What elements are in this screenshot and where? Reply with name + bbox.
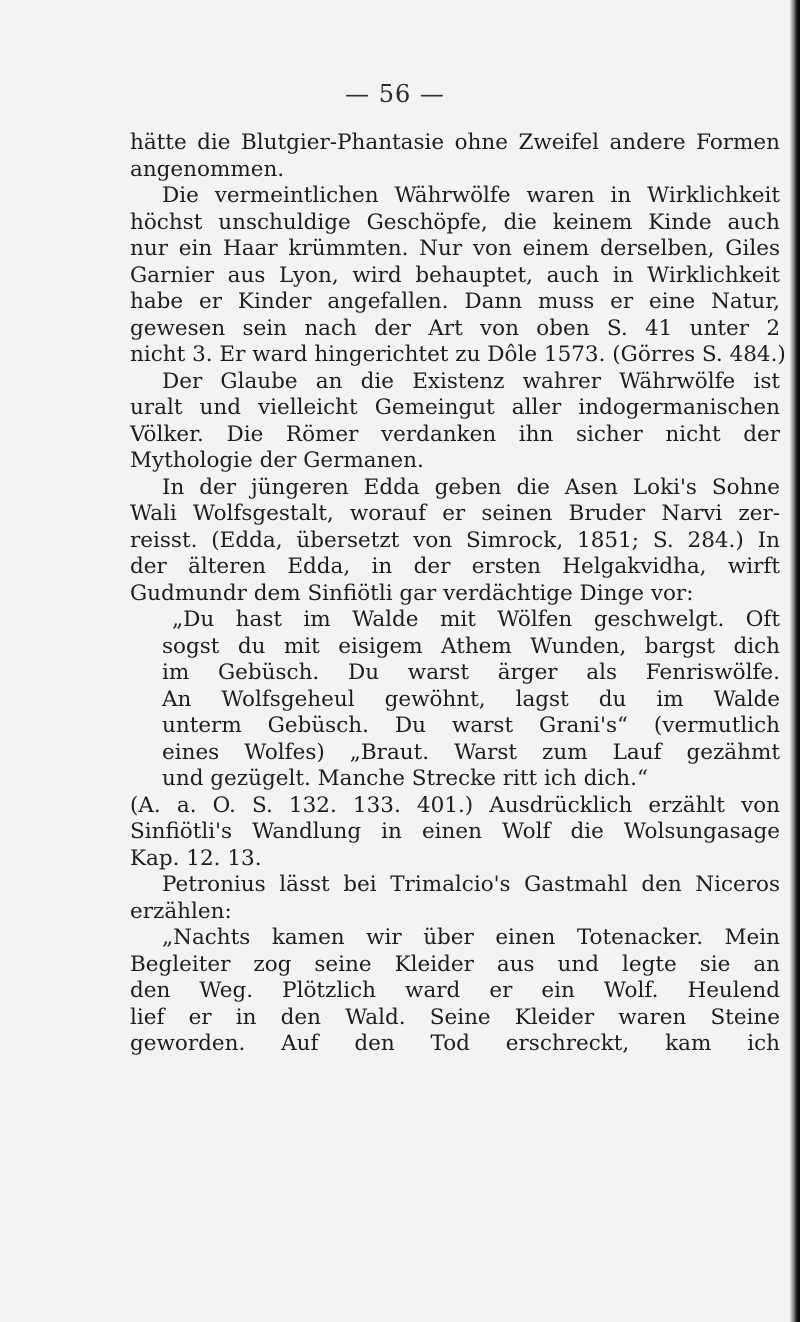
text-line: Der Glaube an die Existenz wahrer Währwölfe ist: [162, 368, 780, 394]
text-line: Die vermeintlichen Währwölfe waren in Wirklichkeit: [162, 183, 780, 208]
text-line: und gezügelt. Manche Strecke ritt ich dich.“: [162, 766, 648, 791]
text-line: eines Wolfes) „Braut. Warst zum Lauf gezähmt: [162, 739, 780, 765]
text-line: höchst unschuldige Geschöpfe, die keinem Kinde auch: [130, 209, 780, 235]
page-number: — 56 —: [345, 80, 445, 108]
text-line: hätte die Blutgier-Phantasie ohne Zweifel andere Formen: [130, 130, 780, 155]
text-line: habe er Kinder angefallen. Dann muss er eine Natur,: [130, 289, 780, 314]
text-line: angenommen.: [130, 156, 285, 182]
text-line: Begleiter zog seine Kleider aus und legte sie an: [130, 951, 780, 977]
text-line: Gudmundr dem Sinfiötli gar verdächtige Dinge vor:: [130, 580, 694, 606]
text-line: den Weg. Plötzlich ward er ein Wolf. Heulend: [130, 978, 780, 1003]
text-line: sogst du mit eisigem Athem Wunden, bargst dich: [162, 633, 780, 659]
text-line: im Gebüsch. Du warst ärger als Fenriswölfe.: [162, 660, 780, 685]
text-line: „Nachts kamen wir über einen Totenacker. Mein: [162, 925, 780, 950]
text-line: Petronius lässt bei Trimalcio's Gastmahl den Niceros: [162, 872, 780, 897]
text-line: In der jüngeren Edda geben die Asen Loki's Sohne: [162, 474, 780, 500]
text-line: Völker. Die Römer verdanken ihn sicher nicht der: [130, 421, 780, 447]
text-line: Wali Wolfsgestalt, worauf er seinen Bruder Narvi zer-: [130, 501, 780, 526]
text-line: gewesen sein nach der Art von oben S. 41 unter 2: [130, 315, 780, 341]
text-line: Sinfiötli's Wandlung in einen Wolf die Wolsungasage: [130, 819, 780, 844]
scan-edge: [790, 0, 800, 1322]
body-text: [130, 130, 786, 1058]
text-line: Mythologie der Germanen.: [130, 448, 424, 473]
text-line: „Du hast im Walde mit Wölfen geschwelgt. Oft: [172, 607, 780, 632]
text-line: nur ein Haar krümmten. Nur von einem derselben, Giles: [130, 236, 780, 261]
text-line: der älteren Edda, in der ersten Helgakvidha, wirft: [130, 554, 780, 579]
text-line: Garnier aus Lyon, wird behauptet, auch in Wirklichkeit: [130, 262, 780, 288]
text-line: reisst. (Edda, übersetzt von Simrock, 1851; S. 284.) In: [130, 527, 780, 553]
text-line: lief er in den Wald. Seine Kleider waren Steine: [130, 1004, 780, 1030]
text-line: Kap. 12. 13.: [130, 845, 262, 871]
text-line: erzählen:: [130, 898, 232, 924]
text-line: An Wolfsgeheul gewöhnt, lagst du im Walde: [162, 686, 780, 712]
text-line: geworden. Auf den Tod erschreckt, kam ich: [130, 1031, 780, 1056]
text-line: uralt und vielleicht Gemeingut aller indogermanischen: [130, 395, 780, 420]
text-line: (A. a. O. S. 132. 133. 401.) Ausdrücklich erzählt von: [130, 792, 780, 818]
text-line: nicht 3. Er ward hingerichtet zu Dôle 1573. (Görres S. 484.): [130, 342, 786, 367]
text-line: unterm Gebüsch. Du warst Grani's“ (vermutlich: [162, 713, 780, 738]
